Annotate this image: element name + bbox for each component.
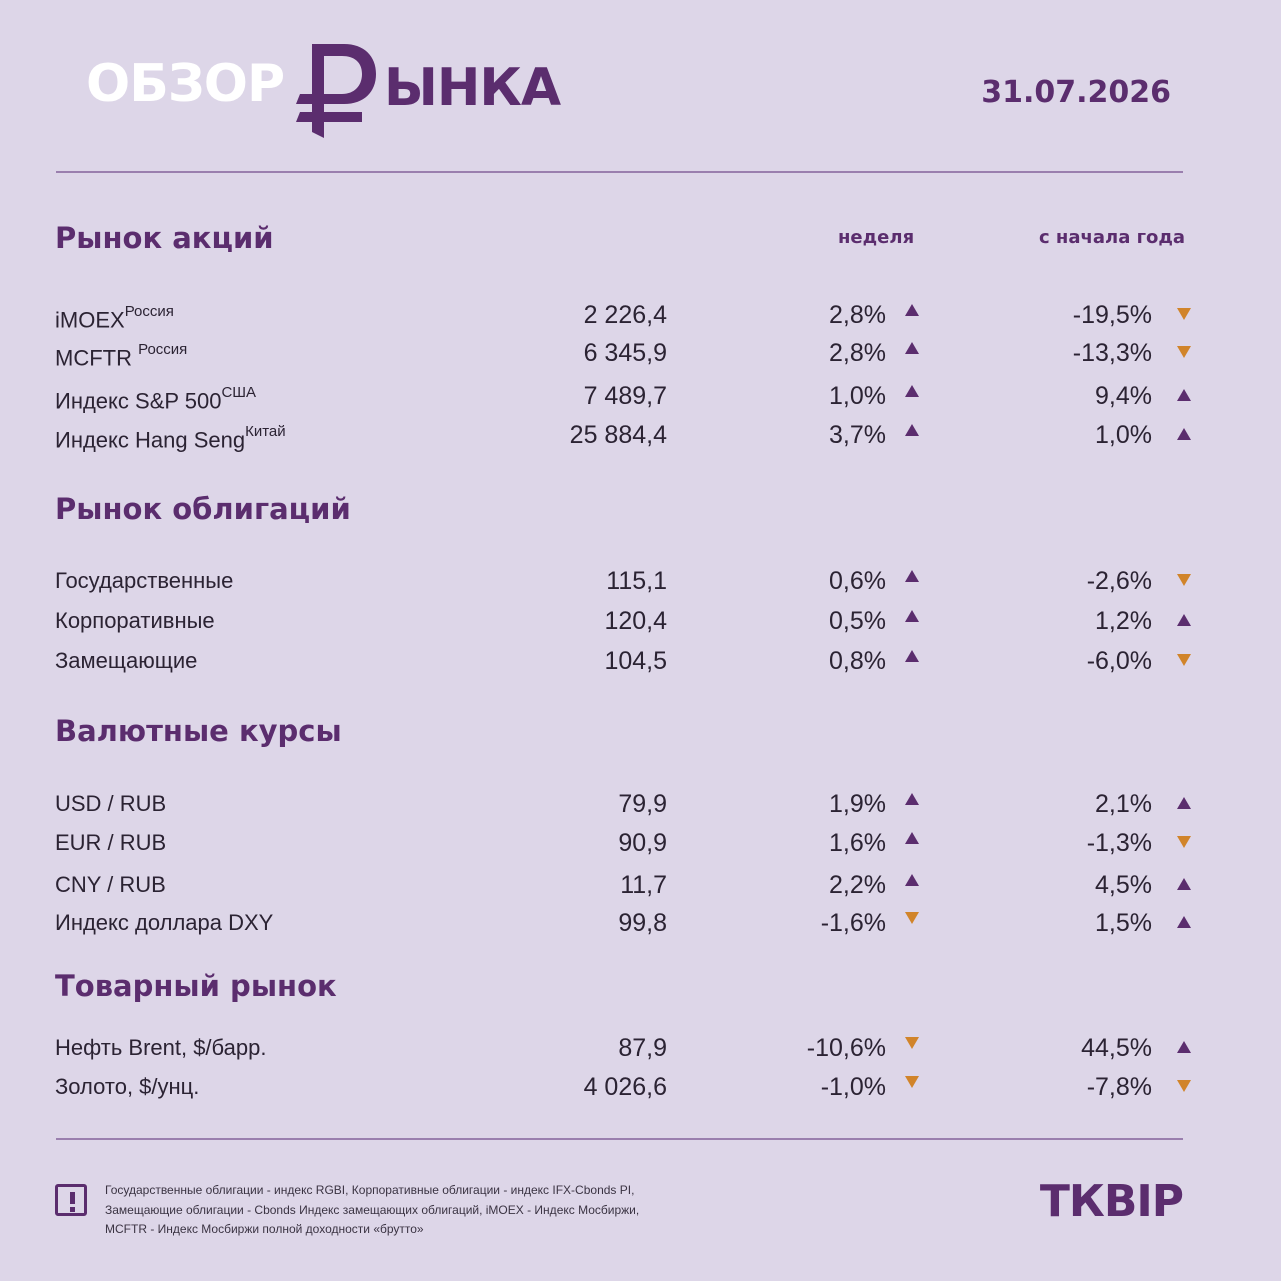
- arrow-up-icon: [905, 385, 919, 397]
- row-week-change: 1,6%: [829, 829, 886, 857]
- row-ytd-change: -2,6%: [1086, 567, 1152, 595]
- arrow-down-icon: [1177, 1080, 1191, 1092]
- row-value: 25 884,4: [569, 421, 667, 449]
- title-right: ЫНКА: [384, 58, 561, 118]
- footnote-line: Замещающие облигации - Cbonds Индекс замещающих облигаций, iMOEX - Индекс Мосбиржи,: [105, 1202, 640, 1217]
- row-name: [55, 606, 215, 636]
- table-row: [0, 420, 1281, 453]
- row-region: Россия: [138, 341, 188, 358]
- row-name-text: Индекс Hang Seng: [55, 427, 246, 453]
- arrow-up-icon: [1177, 389, 1191, 401]
- row-ytd-change: -6,0%: [1086, 647, 1152, 675]
- row-value: 120,4: [604, 607, 667, 635]
- row-name-text: USD / RUB: [55, 791, 167, 816]
- arrow-up-icon: [905, 650, 919, 662]
- section-title: Рынок акций: [55, 221, 274, 255]
- table-row: [0, 646, 1281, 676]
- section-title: Валютные курсы: [55, 714, 342, 748]
- footnote: [105, 1181, 745, 1240]
- row-name: [55, 870, 166, 900]
- arrow-down-icon: [905, 1037, 919, 1049]
- arrow-up-icon: [905, 874, 919, 886]
- row-name-text: Нефть Brent, $/барр.: [55, 1035, 267, 1060]
- row-value: 99,8: [618, 909, 667, 937]
- row-name: [55, 300, 174, 335]
- section-title: Товарный рынок: [55, 969, 337, 1003]
- table-row: [0, 828, 1281, 858]
- arrow-down-icon: [905, 1076, 919, 1088]
- row-name-text: Корпоративные: [55, 608, 215, 633]
- arrow-down-icon: [1177, 346, 1191, 358]
- bottom-divider: [56, 1138, 1183, 1140]
- arrow-up-icon: [1177, 878, 1191, 890]
- arrow-up-icon: [1177, 614, 1191, 626]
- table-row: [0, 606, 1281, 636]
- row-name-text: MCFTR: [55, 345, 139, 371]
- row-ytd-change: 9,4%: [1095, 382, 1152, 410]
- row-value: 90,9: [618, 829, 667, 857]
- header: [0, 0, 1281, 170]
- row-name: [55, 420, 286, 455]
- row-week-change: 0,8%: [829, 647, 886, 675]
- row-name-text: Замещающие: [55, 648, 198, 673]
- row-week-change: -1,0%: [820, 1073, 886, 1101]
- column-ytd-header: с начала года: [1039, 227, 1186, 248]
- row-name: [55, 789, 166, 819]
- row-name: [55, 566, 233, 596]
- report-date: 31.07.2026: [981, 75, 1171, 110]
- row-week-change: 1,0%: [829, 382, 886, 410]
- title-left: ОБЗОР: [86, 54, 285, 114]
- table-row: [0, 870, 1281, 900]
- arrow-up-icon: [1177, 916, 1191, 928]
- row-value: 7 489,7: [583, 382, 667, 410]
- arrow-up-icon: [905, 570, 919, 582]
- row-name: [55, 381, 256, 416]
- row-value: 115,1: [606, 567, 667, 595]
- brand-logo: ТКВІР: [1039, 1176, 1183, 1227]
- row-week-change: -10,6%: [806, 1034, 886, 1062]
- row-name: [55, 908, 273, 938]
- row-week-change: 2,2%: [829, 871, 886, 899]
- arrow-down-icon: [1177, 308, 1191, 320]
- arrow-down-icon: [1177, 654, 1191, 666]
- row-ytd-change: -1,3%: [1086, 829, 1152, 857]
- ruble-logo-icon: [292, 40, 384, 144]
- row-name: [55, 1033, 266, 1063]
- row-value: 2 226,4: [583, 301, 667, 329]
- row-value: 87,9: [618, 1034, 667, 1062]
- row-week-change: 2,8%: [829, 339, 886, 367]
- row-region: Китай: [245, 423, 286, 440]
- row-ytd-change: 44,5%: [1081, 1034, 1152, 1062]
- row-ytd-change: 2,1%: [1095, 790, 1152, 818]
- arrow-down-icon: [1177, 574, 1191, 586]
- arrow-up-icon: [905, 424, 919, 436]
- row-name: [55, 1072, 199, 1102]
- row-region: Россия: [124, 303, 174, 320]
- arrow-up-icon: [905, 304, 919, 316]
- column-week-header: неделя: [838, 227, 915, 248]
- row-ytd-change: -13,3%: [1072, 339, 1152, 367]
- row-name-text: Золото, $/унц.: [55, 1074, 200, 1099]
- row-name-text: Индекс S&P 500: [55, 388, 222, 414]
- arrow-up-icon: [905, 610, 919, 622]
- arrow-up-icon: [905, 832, 919, 844]
- row-value: 6 345,9: [583, 339, 667, 367]
- section-title: Рынок облигаций: [55, 492, 351, 526]
- row-week-change: 2,8%: [829, 301, 886, 329]
- table-row: [0, 300, 1281, 333]
- row-ytd-change: 4,5%: [1095, 871, 1152, 899]
- table-row: [0, 1033, 1281, 1063]
- arrow-up-icon: [905, 793, 919, 805]
- warning-icon: [55, 1184, 87, 1216]
- row-value: 11,7: [620, 871, 667, 899]
- arrow-down-icon: [1177, 836, 1191, 848]
- row-week-change: 3,7%: [829, 421, 886, 449]
- arrow-up-icon: [905, 342, 919, 354]
- arrow-up-icon: [1177, 428, 1191, 440]
- footnote-line: MCFTR - Индекс Мосбиржи полной доходности «брутто»: [105, 1222, 424, 1236]
- arrow-up-icon: [1177, 797, 1191, 809]
- table-row: [0, 789, 1281, 819]
- table-row: [0, 1072, 1281, 1102]
- table-row: [0, 908, 1281, 938]
- table-row: [0, 566, 1281, 596]
- row-ytd-change: 1,2%: [1095, 607, 1152, 635]
- row-name-text: CNY / RUB: [55, 872, 166, 897]
- footnote-line: Государственные облигации - индекс RGBI, Корпоративные облигации - индекс IFX-Cbonds PI,: [105, 1183, 635, 1197]
- row-name: [55, 338, 187, 373]
- row-ytd-change: 1,0%: [1095, 421, 1152, 449]
- row-name-text: EUR / RUB: [55, 830, 167, 855]
- row-week-change: 0,5%: [829, 607, 886, 635]
- arrow-down-icon: [905, 912, 919, 924]
- row-week-change: 1,9%: [829, 790, 886, 818]
- row-value: 79,9: [618, 790, 667, 818]
- row-name: [55, 828, 166, 858]
- row-value: 4 026,6: [583, 1073, 667, 1101]
- table-row: [0, 338, 1281, 371]
- row-week-change: -1,6%: [820, 909, 886, 937]
- top-divider: [56, 171, 1183, 173]
- row-name-text: Индекс доллара DXY: [55, 910, 274, 935]
- row-name: [55, 646, 197, 676]
- row-ytd-change: -7,8%: [1086, 1073, 1152, 1101]
- arrow-up-icon: [1177, 1041, 1191, 1053]
- row-name-text: Государственные: [55, 568, 234, 593]
- row-ytd-change: -19,5%: [1072, 301, 1152, 329]
- table-row: [0, 381, 1281, 414]
- row-ytd-change: 1,5%: [1095, 909, 1152, 937]
- row-name-text: iMOEX: [55, 307, 125, 333]
- row-region: США: [221, 384, 257, 401]
- row-value: 104,5: [604, 647, 667, 675]
- row-week-change: 0,6%: [829, 567, 886, 595]
